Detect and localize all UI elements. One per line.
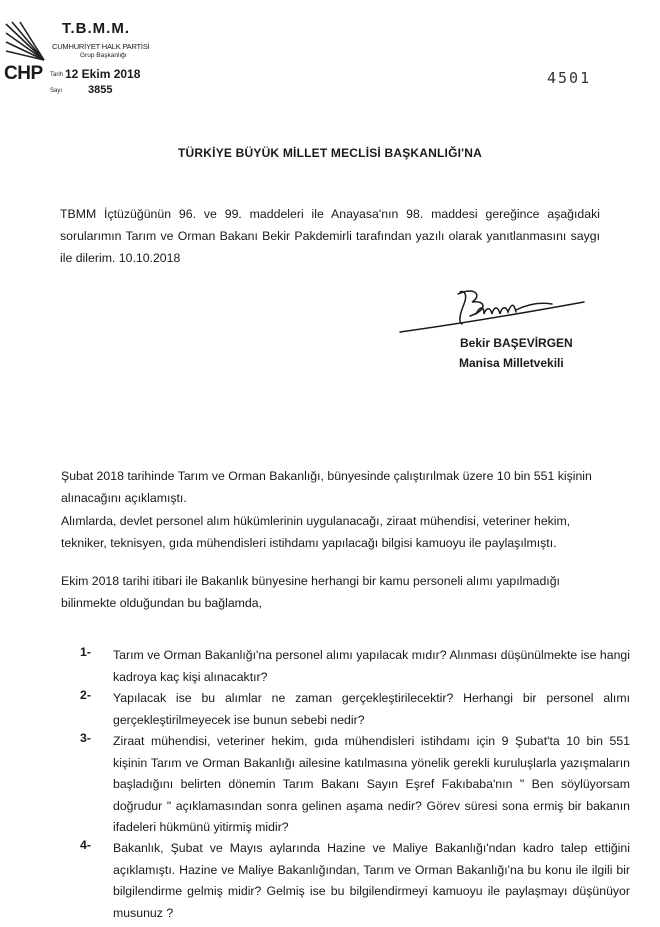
- question-text: Ziraat mühendisi, veteriner hekim, gıda mühendisleri istihdamı için 9 Şubat'ta 10 bin 551 kişinin Tarım ve Orman Bakanlığı ailesine katılmasına yönelik gerekli kuruluşlarla yazışmaların başladığını belirten dönemin Tarım Bakanı Sayın Eşref Fakıbaba'nın " Ben söylüyorsam doğrudur " açıklamasından sonra gelinen aşama nedir? Görev süresi sona ermiş bir bakanın ifadeleri hükmünü yitirmiş midir?: [113, 734, 630, 834]
- date-value: 12 Ekim 2018: [65, 67, 141, 81]
- intro-paragraph: TBMM İçtüzüğünün 96. ve 99. maddeleri ile Anayasa'nın 98. maddesi gereğince aşağıdaki sorularımın Tarım ve Orman Bakanı Bekir Pakdemirli tarafından yazılı olarak yanıtlanmasını saygı ile dilerim. 10.10.2018: [60, 207, 600, 265]
- date-label: Tarih: [50, 72, 64, 78]
- signatory-name: Bekir BAŞEVİRGEN: [460, 336, 573, 350]
- number-value: 3855: [88, 84, 113, 96]
- question-number: 4-: [80, 838, 91, 852]
- party-name: CUMHURİYET HALK PARTİSİ: [52, 42, 150, 51]
- number-label: Sayı: [50, 88, 63, 94]
- six-arrows-emblem-icon: [4, 20, 46, 62]
- handwritten-signature: [398, 284, 588, 338]
- question-number: 3-: [80, 731, 91, 745]
- org-title: T.B.M.M.: [62, 20, 130, 37]
- document-heading: TÜRKİYE BÜYÜK MİLLET MECLİSİ BAŞKANLIĞI'NA: [178, 146, 482, 160]
- logo-text: CHP: [4, 63, 43, 84]
- signatory-title: Manisa Milletvekili: [459, 356, 564, 370]
- body-paragraph-3: Ekim 2018 tarihi itibari ile Bakanlık bünyesine herhangi bir kamu personeli alımı yapılmadığı bilinmekte olduğundan bu bağlamda,: [61, 574, 560, 610]
- question-number: 2-: [80, 688, 91, 702]
- body-paragraph-1: Şubat 2018 tarihinde Tarım ve Orman Bakanlığı, bünyesinde çalıştırılmak üzere 10 bin 551 kişinin alınacağını açıklamıştı.: [61, 469, 592, 505]
- stamp-number: 4501: [547, 69, 592, 87]
- question-number: 1-: [80, 645, 91, 659]
- question-text: Tarım ve Orman Bakanlığı'na personel alımı yapılacak mıdır? Alınması düşünülmekte ise hangi kadroya kaç kişi alınacaktır?: [113, 648, 630, 684]
- question-text: Yapılacak ise bu alımlar ne zaman gerçekleştirilecektir? Herhangi bir personel alımı gerçekleştirilmeyecek ise bunun sebebi nedir?: [113, 691, 630, 727]
- body-paragraph-2: Alımlarda, devlet personel alım hükümlerinin uygulanacağı, ziraat mühendisi, veteriner hekim, tekniker, teknisyen, gıda mühendisleri istihdamı yapılacağı bilgisi kamuoyu ile paylaşılmıştı.: [61, 514, 571, 550]
- group-label: Grup Başkanlığı: [80, 52, 127, 59]
- question-text: Bakanlık, Şubat ve Mayıs aylarında Hazine ve Maliye Bakanlığı'ndan kadro talep ettiğini açıklamıştı. Hazine ve Maliye Bakanlığından, Tarım ve Orman Bakanlığı'na bu konu ile ilgili bir bilgilendirme gelmiş midir? Gelmiş ise bu bilgilendirmeyi kamuoyu ile paylaşmayı düşünüyor musunuz ?: [113, 841, 630, 920]
